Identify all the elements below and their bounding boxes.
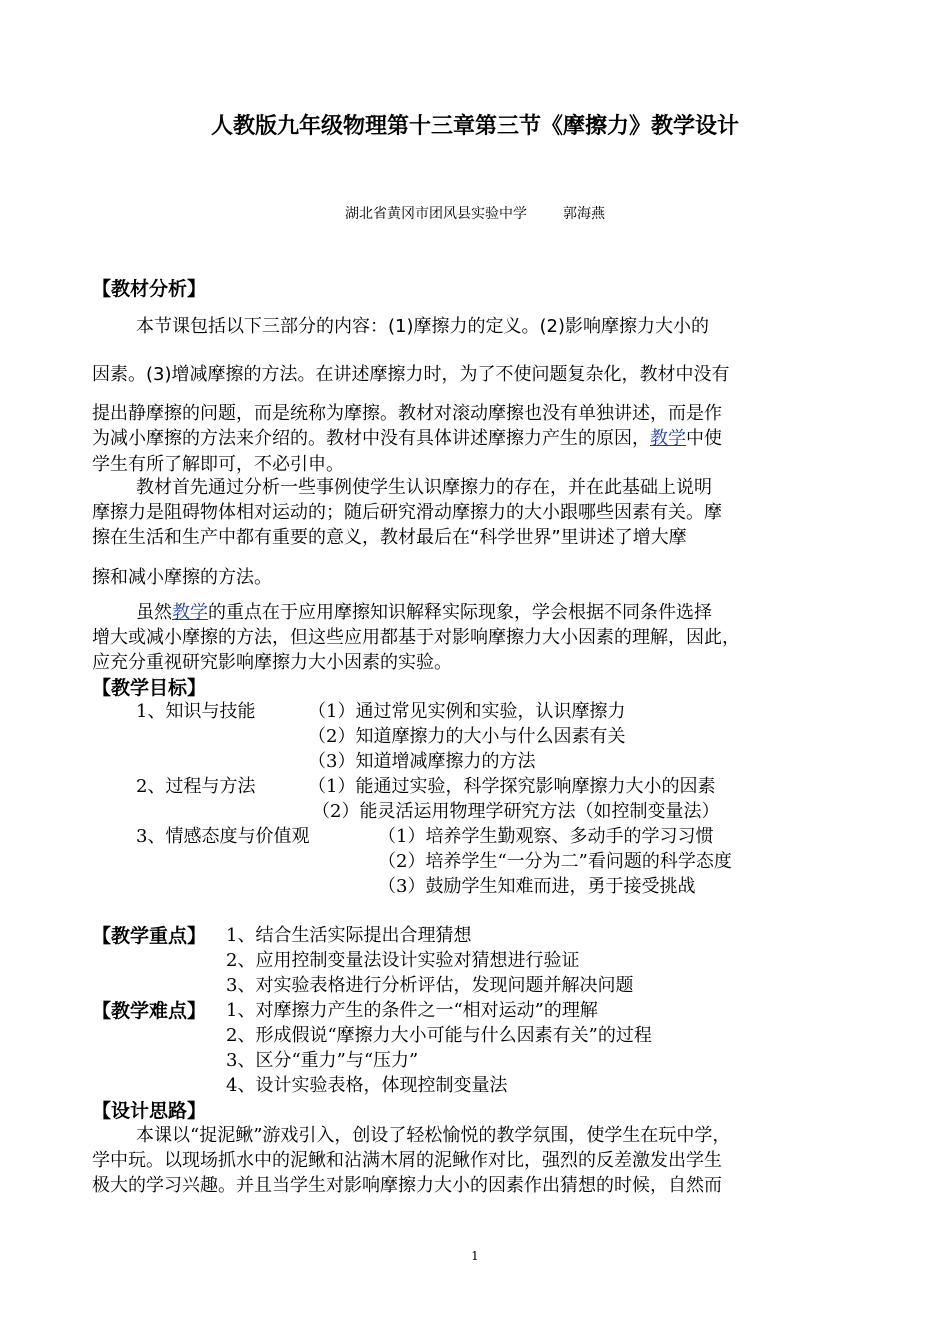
key-point-1: 1、结合生活实际提出合理猜想: [226, 925, 472, 946]
analysis-p3-line3: 应充分重视研究影响摩擦力大小因素的实验。: [92, 652, 452, 673]
difficulty-2: 2、形成假说“摩擦力大小可能与什么因素有关”的过程: [226, 1025, 652, 1046]
design-line-2: 学中玩。以现场抓水中的泥鳅和沾满木屑的泥鳅作对比，强烈的反差激发出学生: [92, 1150, 722, 1171]
author-name: 郭海燕: [563, 206, 605, 222]
goal-1-item-1: （1）通过常见实例和实验，认识摩擦力: [308, 701, 626, 722]
analysis-p2-line3: 擦在生活和生产中都有重要的意义，教材最后在“科学世界”里讲述了增大摩: [92, 527, 687, 548]
section-heading-key-points: 【教学重点】: [92, 925, 207, 947]
goal-1-item-2: （2）知道摩擦力的大小与什么因素有关: [308, 726, 626, 747]
section-heading-difficulties: 【教学难点】: [92, 1000, 207, 1022]
goal-3-label: 3、情感态度与价值观: [136, 826, 310, 847]
key-point-3: 3、对实验表格进行分析评估，发现问题并解决问题: [226, 975, 634, 996]
analysis-p1-line1: 本节课包括以下三部分的内容：(1)摩擦力的定义。(2)影响摩擦力大小的: [136, 316, 709, 337]
section-heading-analysis: 【教材分析】: [92, 278, 207, 300]
goal-3-item-2: （2）培养学生“一分为二”看问题的科学态度: [378, 851, 732, 872]
goal-1-item-3: （3）知道增减摩擦力的方法: [308, 751, 536, 772]
analysis-p2-line4: 擦和减小摩擦的方法。: [92, 567, 272, 588]
goal-2-item-2: （2）能灵活运用物理学研究方法（如控制变量法）: [312, 801, 720, 822]
analysis-p1-line4-end: 中使: [686, 428, 722, 449]
analysis-p2-line2: 摩擦力是阻碍物体相对运动的；随后研究滑动摩擦力的大小跟哪些因素有关。摩: [92, 502, 722, 523]
key-point-2: 2、应用控制变量法设计实验对猜想进行验证: [226, 950, 580, 971]
goal-3-item-3: （3）鼓励学生知难而进，勇于接受挑战: [378, 876, 696, 897]
analysis-p3-line2: 增大或减小摩擦的方法，但这些应用都基于对影响摩擦力大小因素的理解，因此，: [92, 627, 740, 648]
section-heading-design: 【设计思路】: [92, 1100, 207, 1122]
goal-2-item-1: （1）能通过实验，科学探究影响摩擦力大小的因素: [308, 776, 716, 797]
teaching-link[interactable]: 教学: [650, 428, 686, 449]
analysis-p1-line4-text: 为减小摩擦的方法来介绍的。教材中没有具体讲述摩擦力产生的原因，: [92, 428, 650, 449]
author-school: 湖北省黄冈市团风县实验中学: [345, 206, 527, 222]
design-line-3: 极大的学习兴趣。并且当学生对影响摩擦力大小的因素作出猜想的时候，自然而: [92, 1175, 722, 1196]
analysis-p1-line4: [92, 426, 722, 452]
goal-2-label: 2、过程与方法: [136, 776, 256, 797]
analysis-p3-line1-start: 虽然: [136, 602, 172, 623]
goal-3-item-1: （1）培养学生勤观察、多动手的学习习惯: [378, 826, 714, 847]
analysis-p1-line2: 因素。(3)增减摩擦的方法。在讲述摩擦力时，为了不使问题复杂化，教材中没有: [92, 364, 730, 385]
analysis-p3-line1: [136, 600, 712, 626]
analysis-p3-line1-end: 的重点在于应用摩擦知识解释实际现象，学会根据不同条件选择: [208, 602, 712, 623]
difficulty-4: 4、设计实验表格，体现控制变量法: [226, 1075, 508, 1096]
goal-1-label: 1、知识与技能: [136, 701, 256, 722]
teaching-link-2[interactable]: 教学: [172, 602, 208, 623]
document-title: 人教版九年级物理第十三章第三节《摩擦力》教学设计: [210, 114, 739, 139]
difficulty-1: 1、对摩擦力产生的条件之一“相对运动”的理解: [226, 1000, 598, 1021]
page-number: 1: [471, 1249, 479, 1263]
design-line-1: 本课以“捉泥鳅”游戏引入，创设了轻松愉悦的教学氛围，使学生在玩中学，: [136, 1125, 731, 1146]
analysis-p1-line5: 学生有所了解即可，不必引申。: [92, 454, 344, 475]
section-heading-goals: 【教学目标】: [92, 677, 207, 699]
author-line: [0, 204, 950, 224]
analysis-p1-line3: 提出静摩擦的问题，而是统称为摩擦。教材对滚动摩擦也没有单独讲述，而是作: [92, 403, 722, 424]
difficulty-3: 3、区分“重力”与“压力”: [226, 1050, 419, 1071]
analysis-p2-line1: 教材首先通过分析一些事例使学生认识摩擦力的存在，并在此基础上说明: [136, 477, 712, 498]
